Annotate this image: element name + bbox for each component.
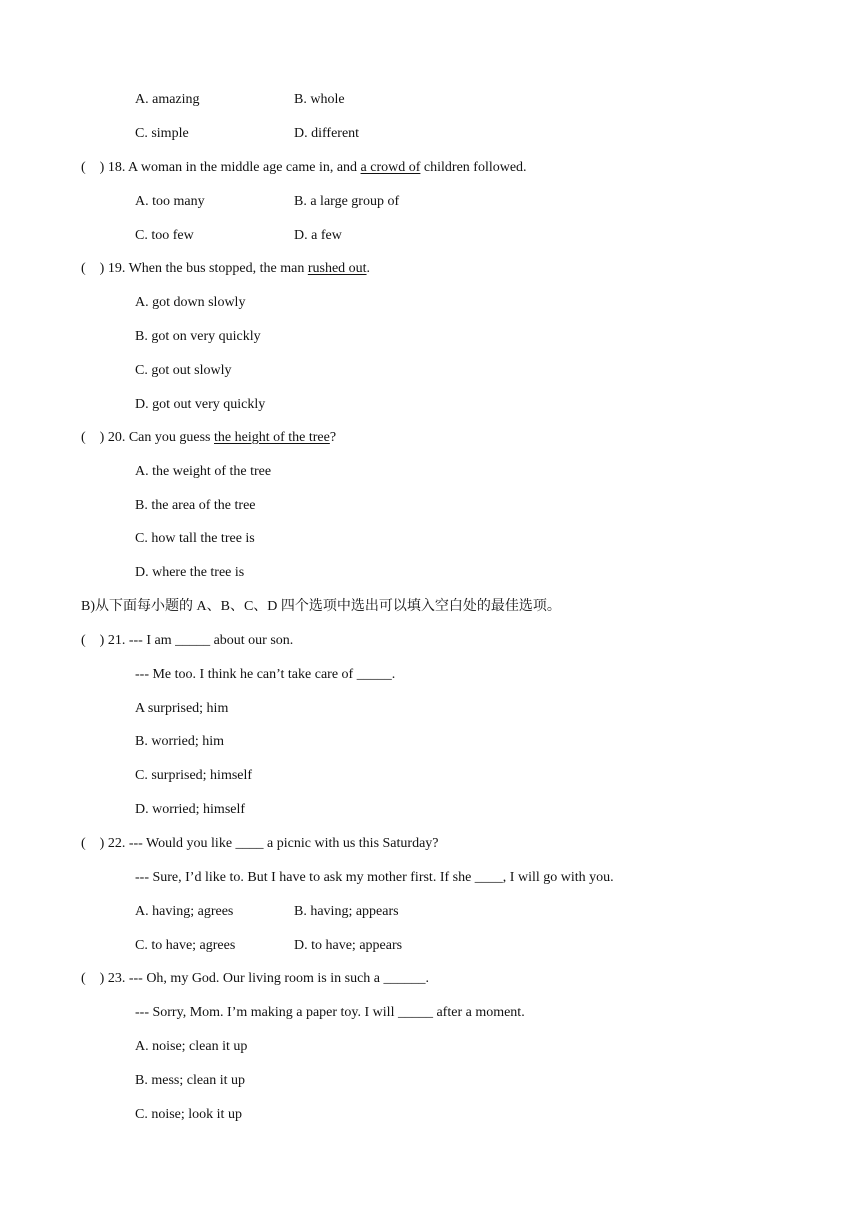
q21-option-d: D. worried; himself	[135, 802, 246, 817]
q21-option-b: B. worried; him	[135, 734, 225, 749]
q19-option-c: C. got out slowly	[135, 363, 232, 378]
q22-option-d: D. to have; appears	[294, 938, 403, 953]
q22-option-b: B. having; appears	[294, 904, 399, 919]
q21-option-a: A surprised; him	[135, 701, 229, 716]
answer-paren: ( )	[81, 633, 105, 648]
question-18	[81, 160, 527, 176]
q17-option-a: A. amazing	[135, 92, 200, 107]
q23-option-b: B. mess; clean it up	[135, 1073, 246, 1088]
q19-option-d: D. got out very quickly	[135, 397, 266, 412]
q18-option-d: D. a few	[294, 228, 342, 243]
q17-option-d: D. different	[294, 126, 360, 141]
question-text: 23. --- Oh, my God. Our living room is in such a ______.	[104, 971, 430, 986]
q18-option-c: C. too few	[135, 228, 194, 243]
question-21	[81, 633, 293, 649]
question-text: 22. --- Would you like ____ a picnic with us this Saturday?	[104, 836, 439, 851]
underlined-phrase: the height of the tree	[214, 430, 330, 445]
q23-option-a: A. noise; clean it up	[135, 1039, 248, 1054]
question-text: 19. When the bus stopped, the man	[104, 261, 308, 276]
q17-option-c: C. simple	[135, 126, 189, 141]
q22-option-c: C. to have; agrees	[135, 938, 236, 953]
answer-paren: ( )	[81, 261, 105, 276]
q21-option-c: C. surprised; himself	[135, 768, 253, 783]
question-text: 21. --- I am _____ about our son.	[104, 633, 294, 648]
question-22	[81, 836, 439, 852]
answer-paren: ( )	[81, 430, 105, 445]
question-19	[81, 261, 370, 277]
answer-paren: ( )	[81, 971, 105, 986]
question-20	[81, 430, 336, 446]
question-text-end: children followed.	[420, 160, 527, 175]
q17-option-b: B. whole	[294, 92, 345, 107]
q18-option-b: B. a large group of	[294, 194, 400, 209]
q20-option-b: B. the area of the tree	[135, 498, 256, 513]
underlined-phrase: a crowd of	[360, 160, 421, 175]
q21-dialogue-reply: --- Me too. I think he can’t take care of _____.	[135, 667, 396, 682]
question-text: 18. A woman in the middle age came in, and	[104, 160, 361, 175]
q23-dialogue-reply: --- Sorry, Mom. I’m making a paper toy. I will _____ after a moment.	[135, 1005, 525, 1020]
q19-option-a: A. got down slowly	[135, 295, 246, 310]
question-text-end: .	[366, 261, 371, 276]
q20-option-a: A. the weight of the tree	[135, 464, 272, 479]
q20-option-c: C. how tall the tree is	[135, 531, 255, 546]
underlined-phrase: rushed out	[307, 261, 367, 276]
q20-option-d: D. where the tree is	[135, 565, 245, 580]
question-text: 20. Can you guess	[104, 430, 214, 445]
answer-paren: ( )	[81, 836, 105, 851]
q23-option-c: C. noise; look it up	[135, 1107, 242, 1122]
question-text-end: ?	[329, 430, 337, 445]
q22-dialogue-reply: --- Sure, I’d like to. But I have to ask my mother first. If she ____, I will go with you.	[135, 870, 614, 885]
answer-paren: ( )	[81, 160, 105, 175]
q22-option-a: A. having; agrees	[135, 904, 234, 919]
question-23	[81, 971, 429, 987]
section-b-instruction: B)从下面每小题的 A、B、C、D 四个选项中选出可以填入空白处的最佳选项。	[81, 599, 561, 614]
q19-option-b: B. got on very quickly	[135, 329, 261, 344]
q18-option-a: A. too many	[135, 194, 205, 209]
